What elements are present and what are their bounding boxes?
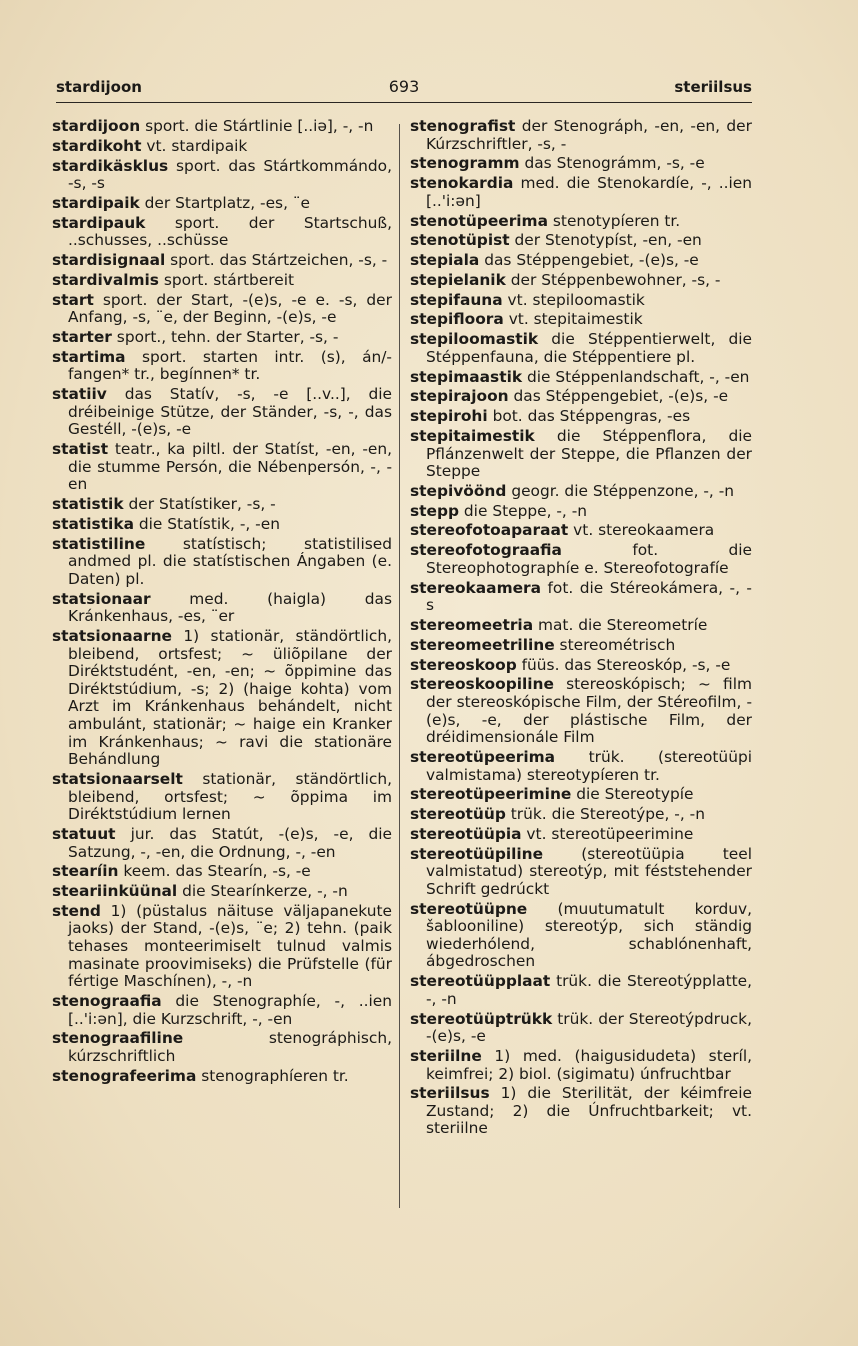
entry-headword: stardisignaal [52, 251, 166, 270]
entry-headword: starter [52, 328, 112, 347]
dictionary-entry [410, 973, 752, 1008]
entry-headword: steriilne [410, 1046, 482, 1065]
dictionary-entry [52, 441, 392, 494]
dictionary-entry [410, 846, 752, 899]
entry-headword: statiiv [52, 385, 107, 404]
dictionary-entry [52, 771, 392, 824]
entry-definition: die Stéppentierwelt, die Stéppenfauna, die Stéppentiere pl. [426, 330, 752, 366]
entry-definition: vt. stereotüpeerimine [526, 824, 694, 843]
dictionary-entry [410, 408, 752, 426]
entry-headword: stereoskoopiline [410, 675, 554, 694]
entry-headword: stearíin [52, 862, 119, 881]
entry-definition: der Stenotypíst, -en, -en [514, 231, 702, 250]
entry-definition: 1) (püstalus näituse väljapanekute jaoks) der Stand, -(e)s, ¨e; 2) tehn. (paik tehases monteerimiselt tulnud valmis masinate proovimiseks) die Prüfstelle (für fértige Maschínen), -, -n [68, 901, 392, 991]
entry-headword: stereoskoop [410, 655, 517, 674]
dictionary-entry [52, 252, 392, 270]
entry-headword: stereotüüpplaat [410, 972, 551, 991]
entry-headword: stereotüüptrükk [410, 1009, 553, 1028]
entry-headword: statuut [52, 824, 116, 843]
dictionary-entry [410, 311, 752, 329]
dictionary-entry [52, 1068, 392, 1086]
dictionary-entry [52, 118, 392, 136]
dictionary-entry [52, 195, 392, 213]
left-column [52, 118, 392, 1088]
entry-definition: statístisch; statistilised andmed pl. die statístischen Ángaben (e. Daten) pl. [68, 534, 392, 588]
dictionary-entry [410, 428, 752, 481]
dictionary-entry [410, 786, 752, 804]
entry-headword: stepiloomastik [410, 330, 539, 349]
entry-headword: stenograafia [52, 992, 162, 1011]
dictionary-entry [410, 118, 752, 153]
entry-headword: steriilsus [410, 1084, 490, 1103]
dictionary-entry [410, 806, 752, 824]
entry-definition: stenotypíeren tr. [552, 211, 681, 230]
dictionary-entry [410, 252, 752, 270]
entry-definition: sport. das Stártzeichen, -s, - [170, 251, 388, 270]
entry-headword: stend [52, 901, 101, 920]
entry-headword: stardipaik [52, 193, 140, 212]
entry-headword: statistika [52, 514, 134, 533]
entry-definition: sport. der Start, -(e)s, -e e. -s, der Anfang, -s, ¨e, der Beginn, -(e)s, -e [68, 290, 392, 327]
entry-headword: stenografist [410, 117, 516, 135]
entry-definition: stenográphisch, kúrzschriftlich [68, 1029, 392, 1065]
entry-definition: fot. die Stereophotographíe e. Stereofotografíe [426, 541, 752, 577]
dictionary-entry [410, 388, 752, 406]
entry-definition: die Stereotypíe [576, 785, 694, 804]
entry-definition: sport. starten intr. (s), án/-fangen* tr., begínnen* tr. [68, 347, 392, 384]
entry-definition: trük. (stereotüüpi valmistama) stereotypíeren tr. [426, 747, 752, 784]
dictionary-entry [52, 628, 392, 769]
entry-headword: stenografeerima [52, 1066, 197, 1085]
entry-headword: stenotüpist [410, 231, 510, 250]
dictionary-entry [410, 175, 752, 210]
entry-headword: stardijoon [52, 117, 141, 135]
entry-definition: das Stenográmm, -s, -e [524, 154, 705, 173]
entry-definition: vt. stardipaik [146, 136, 248, 155]
entry-definition: sport. der Startschuß, ..schusses, ..schüsse [68, 213, 392, 250]
entry-definition: der Statístiker, -s, - [128, 495, 276, 514]
entry-headword: statsionaarne [52, 627, 172, 646]
entry-definition: mat. die Stereometríe [538, 616, 708, 634]
dictionary-entry [52, 1030, 392, 1065]
entry-definition: stereométrisch [559, 635, 676, 654]
entry-definition: der Stéppenbewohner, -s, - [510, 270, 721, 289]
entry-definition: 1) die Sterilität, der kéimfreie Zustand; 2) die Únfruchtbarkeit; vt. steriilne [426, 1084, 752, 1138]
dictionary-entry [410, 749, 752, 784]
entry-headword: stereotüpeerima [410, 747, 556, 766]
dictionary-entry [410, 272, 752, 290]
entry-headword: stereomeetria [410, 616, 534, 634]
entry-definition: bot. das Stéppengras, -es [492, 407, 691, 426]
entry-headword: statistik [52, 495, 124, 514]
dictionary-entry [410, 637, 752, 655]
dictionary-entry [410, 676, 752, 746]
dictionary-entry [410, 369, 752, 387]
dictionary-entry [52, 883, 392, 901]
entry-definition: trük. die Stereotýpplatte, -, -n [426, 972, 752, 1008]
dictionary-entry [410, 826, 752, 844]
entry-headword: stereotüüpiline [410, 844, 544, 863]
entry-headword: stereomeetriline [410, 635, 555, 654]
entry-definition: füüs. das Stereoskóp, -s, -e [521, 655, 731, 674]
entry-definition: stationär, ständörtlich, bleibend, ortsfest; ~ õppima im Diréktstúdium lernen [68, 769, 392, 824]
dictionary-entry [410, 580, 752, 615]
entry-definition: die Stéppenflora, die Pflánzenwelt der Steppe, die Pflanzen der Steppe [426, 426, 752, 481]
entry-headword: stereofotograafia [410, 541, 562, 560]
entry-headword: statistiline [52, 534, 146, 553]
header-left-guide-word: stardijoon [56, 78, 142, 96]
entry-headword: stepirohi [410, 407, 488, 426]
dictionary-entry [52, 496, 392, 514]
entry-headword: stepp [410, 501, 459, 520]
entry-headword: stepielanik [410, 270, 506, 289]
entry-headword: stereotüpeerimine [410, 785, 572, 804]
entry-headword: stenograafiline [52, 1029, 184, 1048]
dictionary-entry [410, 1011, 752, 1046]
entry-definition: die Stearínkerze, -, -n [182, 882, 348, 901]
running-header [56, 78, 752, 100]
entry-definition: med. (haigla) das Kránkenhaus, -es, ¨er [68, 589, 392, 626]
dictionary-entry [410, 901, 752, 971]
entry-definition: med. die Stenokardíe, -, ..ien [..'i:ən] [426, 174, 752, 210]
entry-headword: stepirajoon [410, 387, 509, 406]
entry-definition: die Stenographíe, -, ..ien [..'i:ən], die Kurzschrift, -, -en [68, 992, 392, 1028]
entry-headword: stenotüpeerima [410, 211, 548, 230]
dictionary-entry [410, 232, 752, 250]
entry-headword: stereotüüpia [410, 824, 522, 843]
entry-definition: das Statív, -s, -e [..v..], die dréibeinige Stütze, der Ständer, -s, -, das Gestéll, -(e)s, -e [68, 385, 392, 439]
page-number: 693 [388, 77, 420, 96]
entry-definition: das Stéppengebiet, -(e)s, -e [484, 251, 699, 270]
dictionary-entry [410, 331, 752, 366]
entry-definition: fot. die Stéreokámera, -, -s [426, 578, 752, 615]
dictionary-entry [52, 272, 392, 290]
dictionary-entry [52, 826, 392, 861]
entry-definition: trük. der Stereotýpdruck, -(e)s, -e [426, 1009, 752, 1046]
dictionary-entry [410, 1048, 752, 1083]
dictionary-entry [410, 617, 752, 635]
entry-headword: stepivöönd [410, 481, 507, 500]
dictionary-entry [52, 386, 392, 439]
entry-definition: die Statístik, -, -en [138, 514, 280, 533]
entry-headword: steariinküünal [52, 882, 178, 901]
dictionary-entry [52, 329, 392, 347]
dictionary-entry [52, 215, 392, 250]
dictionary-entry [52, 349, 392, 384]
entry-definition: (muutumatult korduv, šablooniline) stereotýp, sich ständig wiederhólend, schablónenhaft, ábgedroschen [426, 899, 752, 971]
dictionary-entry [52, 536, 392, 589]
dictionary-entry [52, 863, 392, 881]
entry-definition: sport. die Stártlinie [..iə], -, -n [145, 117, 374, 135]
entry-definition: das Stéppengebiet, -(e)s, -e [513, 387, 729, 406]
column-divider [399, 124, 400, 1208]
dictionary-entry [410, 292, 752, 310]
entry-definition: stereoskópisch; ~ film der stereoskópische Film, der Stéreofilm, -(e)s, -e, der plástische Film, der dréidimensionále Film [426, 675, 752, 747]
entry-headword: stenogramm [410, 154, 520, 173]
dictionary-entry [52, 591, 392, 626]
entry-definition: teatr., ka piltl. der Statíst, -en, -en, die stumme Persón, die Nébenpersón, -, -en [68, 440, 392, 494]
entry-definition: der Startplatz, -es, ¨e [144, 193, 311, 212]
entry-definition: stenographíeren tr. [201, 1066, 349, 1085]
right-column [410, 118, 752, 1140]
dictionary-entry [52, 903, 392, 991]
dictionary-entry [410, 483, 752, 501]
dictionary-entry [52, 292, 392, 327]
header-right-guide-word: steriilsus [674, 78, 752, 96]
entry-definition: keem. das Stearín, -s, -e [123, 862, 311, 881]
entry-definition: 1) med. (haigusidudeta) steríl, keimfrei; 2) biol. (sigimatu) únfruchtbar [426, 1046, 752, 1083]
entry-headword: stereokaamera [410, 578, 542, 597]
entry-headword: stereofotoaparaat [410, 521, 569, 540]
dictionary-entry [410, 522, 752, 540]
entry-definition: sport. stártbereit [163, 270, 295, 289]
entry-definition: geogr. die Stéppenzone, -, -n [511, 481, 735, 500]
entry-headword: stardikoht [52, 136, 142, 155]
entry-definition: die Steppe, -, -n [463, 501, 588, 520]
entry-definition: (stereotüüpia teel valmistatud) stereotýp, mit féststehender Schrift gedrúckt [426, 844, 752, 898]
entry-definition: sport. das Stártkommándo, -s, -s [68, 156, 392, 193]
entry-definition: jur. das Statút, -(e)s, -e, die Satzung, -, -en, die Ordnung, -, -en [68, 824, 392, 861]
entry-headword: statsionaarselt [52, 769, 183, 788]
entry-definition: vt. stepiloomastik [507, 290, 645, 309]
dictionary-entry [410, 542, 752, 577]
entry-headword: statist [52, 440, 109, 459]
entry-headword: stepifloora [410, 310, 504, 329]
entry-headword: stereotüüpne [410, 899, 528, 918]
entry-headword: stardipauk [52, 213, 146, 232]
dictionary-entry [52, 138, 392, 156]
entry-headword: stepifauna [410, 290, 503, 309]
entry-headword: stereotüüp [410, 805, 506, 824]
entry-headword: stardivalmis [52, 270, 159, 289]
entry-headword: start [52, 290, 94, 309]
entry-definition: vt. stepitaimestik [508, 310, 643, 329]
dictionary-entry [52, 516, 392, 534]
dictionary-entry [410, 657, 752, 675]
entry-headword: stardikäsklus [52, 156, 169, 175]
dictionary-entry [52, 158, 392, 193]
entry-headword: stepiala [410, 251, 480, 270]
entry-definition: vt. stereokaamera [573, 521, 715, 540]
entry-headword: stepitaimestik [410, 426, 535, 445]
header-rule [56, 102, 752, 103]
dictionary-entry [52, 993, 392, 1028]
dictionary-entry [410, 155, 752, 173]
entry-definition: die Stéppenlandschaft, -, -en [527, 367, 750, 386]
entry-headword: stepimaastik [410, 367, 523, 386]
dictionary-entry [410, 1085, 752, 1138]
entry-headword: startima [52, 347, 126, 366]
entry-headword: stenokardia [410, 174, 514, 193]
entry-definition: trük. die Stereotýpe, -, -n [510, 805, 705, 824]
entry-definition: der Stenográph, -en, -en, der Kúrzschriftler, -s, - [426, 117, 752, 153]
dictionary-entry [410, 213, 752, 231]
entry-definition: 1) stationär, ständörtlich, bleibend, ortsfest; ~ üliõpilane der Diréktstudént, -en, -en; ~ õppimine das Diréktstúdium, -s; 2) (haige kohta) vom Arzt im Kránkenhaus behándelt, nicht ambulánt, stationär; ~ haige ein Kranker im Kránkenhaus; ~ ravi die stationäre Behándlung [68, 627, 392, 769]
entry-headword: statsionaar [52, 589, 151, 608]
entry-definition: sport., tehn. der Starter, -s, - [116, 328, 339, 347]
dictionary-entry [410, 503, 752, 521]
